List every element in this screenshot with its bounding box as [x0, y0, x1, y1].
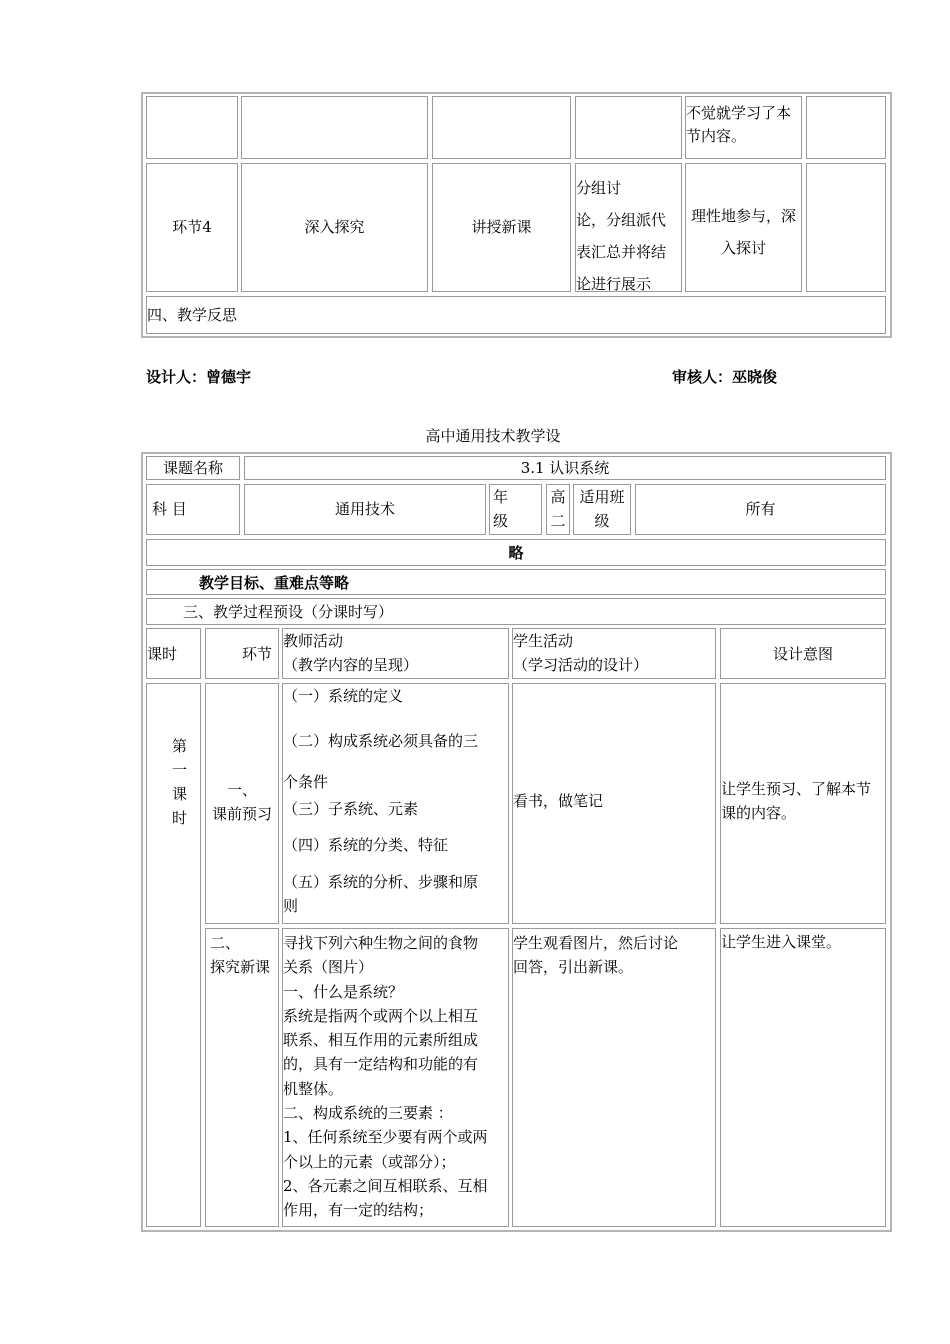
- row2-student: 学生观看图片，然后讨论 回答，引出新课。: [513, 934, 679, 976]
- row1-intent: 让学生预习、了解本节 课的内容。: [721, 780, 872, 822]
- class-value: 所有: [745, 500, 776, 518]
- class-label: 适用班 级: [579, 488, 625, 530]
- row1-teacher-item-4: （四）系统的分类、特征: [283, 836, 449, 854]
- teaching-reflection-heading: 四、教学反思: [147, 306, 238, 324]
- designer-signature: 设计人：曾德宇: [146, 368, 252, 386]
- row2-teacher-cell: [282, 928, 509, 1227]
- table-top-r1-c5: [685, 96, 802, 159]
- header-stage-cell: [205, 628, 279, 679]
- header-student-cell: [512, 628, 716, 679]
- grade-value: 高 二: [550, 488, 566, 530]
- process-heading: 三、教学过程预设（分课时写）: [183, 603, 394, 621]
- goals-cell: [146, 569, 886, 595]
- table-top-r1-c3: [432, 96, 571, 159]
- student-activity: 分组讨 论，分组派代 表汇总并将结 论进行展示: [576, 179, 667, 293]
- course-name-value: 3.1 认识系统: [520, 459, 610, 477]
- table-top-r2-c3: [432, 163, 571, 292]
- row2-stage: 二、 探究新课: [210, 934, 271, 976]
- header-period: 课时: [147, 645, 178, 663]
- table-top-r2-c4: [575, 163, 682, 292]
- stage-name: 深入探究: [304, 218, 365, 236]
- row1-student-cell: [512, 683, 716, 924]
- design-intent: 理性地参与，深 入探讨: [690, 207, 796, 257]
- row1-teacher-item-1: （一）系统的定义: [283, 687, 404, 705]
- header-teacher: 教师活动 （教学内容的呈现）: [283, 632, 419, 674]
- row1-teacher-item-3: （三）子系统、元素: [283, 800, 419, 818]
- row2-teacher: 寻找下列六种生物之间的食物 关系（图片） 一、什么是系统？ 系统是指两个或两个以上相互 联系、相互作用的元素所组成 的，具有一定结构和功能的有 机整体。 二、构成系统的三要素 ： 1、任何系统至少要有两个或两 个以上的元素（或部分）； 2、各元素之间互相联系、互相 作用，有一定的结构；: [283, 934, 488, 1220]
- row1-stage-cell: [205, 683, 279, 924]
- period-cell: [146, 683, 201, 1227]
- row1-teacher-item-5: （五）系统的分析、步骤和原 则: [283, 873, 479, 915]
- table-top-r1-c6: [806, 96, 886, 159]
- header-intent-cell: [720, 628, 886, 679]
- course-name-label: 课题名称: [162, 459, 223, 477]
- goals-text: 教学目标、重难点等略: [199, 574, 350, 592]
- row2-student-cell: [512, 928, 716, 1227]
- grade-value-cell: [546, 484, 570, 535]
- header-stage: 环节: [242, 645, 273, 663]
- table-top-r2-c5: [685, 163, 802, 292]
- table-top-r1-c2: [241, 96, 428, 159]
- row1-intent-cell: [720, 683, 886, 924]
- subject-label: 科 目: [152, 500, 187, 518]
- subject-label-cell: [146, 484, 240, 535]
- row1-stage: 一、 课前预习: [211, 781, 272, 823]
- header-intent: 设计意图: [772, 645, 833, 663]
- omitted-text: 略: [508, 544, 524, 562]
- row1-teacher-item-2: （二）构成系统必须具备的三 个条件: [283, 732, 479, 791]
- grade-label: 年 级: [493, 488, 509, 530]
- row2-intent-cell: [720, 928, 886, 1227]
- header-teacher-cell: [282, 628, 509, 679]
- course-name-value-cell: [244, 456, 886, 480]
- header-period-cell: [146, 628, 201, 679]
- table-top-r1-c4: [575, 96, 682, 159]
- table-top-r2-c2: [241, 163, 428, 292]
- row1-teacher-cell: [282, 683, 509, 924]
- row2-stage-cell: [205, 928, 279, 1227]
- subject-value-cell: [244, 484, 486, 535]
- grade-label-cell: [489, 484, 542, 535]
- course-name-label-cell: [146, 456, 240, 480]
- row2-intent: 让学生进入课堂。: [721, 933, 842, 951]
- row1-student: 看书，做笔记: [513, 792, 604, 810]
- class-label-cell: [573, 484, 631, 535]
- table-top-r2-c1: [146, 163, 238, 292]
- period-label: 第 一 课 时: [171, 737, 187, 827]
- table-top-r3: [146, 296, 886, 334]
- reflection-text-continued: 不觉就学习了本 节内容。: [686, 104, 792, 146]
- process-cell: [146, 598, 886, 625]
- document-title: 高中通用技术教学设: [425, 427, 561, 445]
- omitted-cell: [146, 539, 886, 566]
- stage-label: 环节4: [172, 218, 212, 236]
- reviewer-signature: 审核人：巫晓俊: [672, 368, 778, 386]
- class-value-cell: [635, 484, 886, 535]
- table-top-r2-c6: [806, 163, 886, 292]
- header-student: 学生活动 （学习活动的设计）: [513, 632, 649, 674]
- table-top-r1-c1: [146, 96, 238, 159]
- teacher-activity: 讲授新课: [471, 218, 532, 236]
- subject-value: 通用技术: [334, 500, 395, 518]
